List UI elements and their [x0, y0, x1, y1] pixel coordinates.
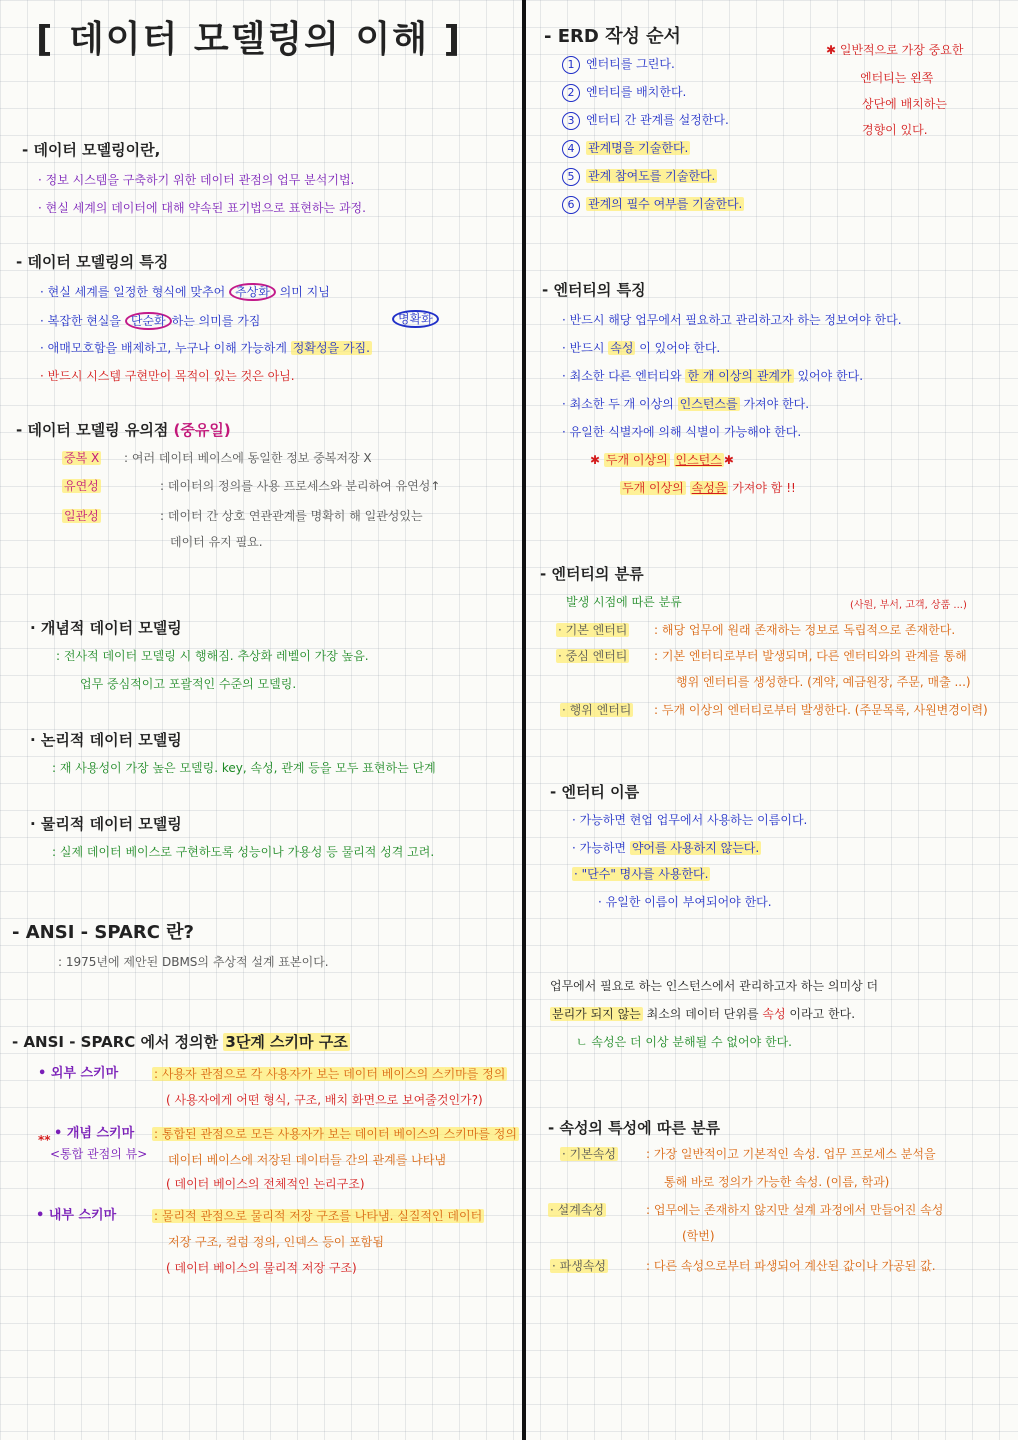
erd-step: 3 엔터티 간 관계를 설정한다.: [562, 112, 729, 130]
caution-value: : 데이터의 정의를 사용 프로세스와 분리하여 유연성↑: [160, 479, 441, 493]
circled-word: 단순화: [125, 312, 172, 330]
star-mark: **: [38, 1133, 51, 1147]
heading-entity-classification: - 엔터티의 분류: [540, 565, 644, 583]
heading-entity-features: - 엔터티의 특징: [542, 281, 646, 299]
schema-external-note: ( 사용자에게 어떤 형식, 구조, 배치 화면으로 보여줄것인가?): [166, 1093, 483, 1107]
erd-step: 4 관계명을 기술한다.: [562, 140, 690, 158]
caution-key: 유연성: [64, 479, 99, 493]
attribute-note: ㄴ 속성은 더 이상 분해될 수 없어야 한다.: [576, 1035, 792, 1049]
feature-line-4: · 반드시 시스템 구현만이 목적이 있는 것은 아님.: [40, 369, 295, 383]
attr-value: : 다른 속성으로부터 파생되어 계산된 값이나 가공된 값.: [646, 1259, 936, 1273]
entity-feature: · 유일한 식별자에 의해 식별이 가능해야 한다.: [562, 425, 802, 439]
entity-feature-star: ✱ 두개 이상의 인스턴스 ✱: [590, 453, 734, 467]
caution-value-cont: 데이터 유지 필요.: [170, 535, 263, 549]
schema-external: • 외부 스키마: [38, 1066, 119, 1081]
logical-desc: : 재 사용성이 가장 높은 모델링. key, 속성, 관계 등을 모두 표현하는 단계: [52, 761, 436, 775]
attr-value-cont: 통해 바로 정의가 가능한 속성. (이름, 학과): [664, 1175, 890, 1189]
caution-value: : 여러 데이터 베이스에 동일한 정보 중복저장 X: [124, 451, 372, 465]
entity-feature-star: 두개 이상의 속성을 가져야 함 !!: [622, 481, 796, 495]
heading-attribute-classification: - 속성의 특성에 따른 분류: [548, 1119, 721, 1137]
caution-key: 중복 X: [64, 451, 100, 465]
feature-line-3: · 애매모호함을 배제하고, 누구나 이해 가능하게 정확성을 가짐.: [40, 341, 370, 355]
caution-value: : 데이터 간 상호 연관관계를 명확히 해 일관성있는: [160, 509, 423, 523]
attribute-def: 분리가 되지 않는 최소의 데이터 단위를 속성 이라고 한다.: [552, 1007, 856, 1021]
erd-step: 5 관계 참여도를 기술한다.: [562, 168, 717, 186]
bullet-text: · 정보 시스템을 구축하기 위한 데이터 관점의 업무 분석기법.: [38, 173, 355, 187]
heading-three-schema: - ANSI - SPARC 에서 정의한 3단계 스키마 구조: [12, 1033, 348, 1051]
page-title: [ 데이터 모델링의 이해 ]: [36, 19, 463, 60]
heading-erd-steps: - ERD 작성 순서: [544, 26, 681, 47]
schema-internal-note: ( 데이터 베이스의 물리적 저장 구조): [166, 1261, 357, 1275]
physical-desc: : 실제 데이터 베이스로 구현하도록 성능이나 가용성 등 물리적 성격 고려.: [52, 845, 435, 859]
ansi-desc: : 1975년에 제안된 DBMS의 추상적 설계 표본이다.: [58, 955, 329, 969]
schema-external-desc: : 사용자 관점으로 각 사용자가 보는 데이터 베이스의 스키마를 정의: [154, 1067, 506, 1081]
schema-internal-desc2: 저장 구조, 컬럼 정의, 인덱스 등이 포함됨: [168, 1235, 384, 1249]
attr-value: : 가장 일반적이고 기본적인 속성. 업무 프로세스 분석을: [646, 1147, 936, 1161]
conceptual-desc: 업무 중심적이고 포괄적인 수준의 모델링.: [80, 677, 297, 691]
schema-conceptual-desc2: 데이터 베이스에 저장된 데이터들 간의 관계를 나타냄: [168, 1153, 446, 1167]
erd-step: 1 엔터티를 그린다.: [562, 56, 675, 74]
conceptual-desc: : 전사적 데이터 모델링 시 행해짐. 추상화 레벨이 가장 높음.: [56, 649, 369, 663]
class-key: · 중심 엔터티: [558, 649, 628, 663]
classification-sub: 발생 시점에 따른 분류: [566, 595, 682, 609]
class-key: · 기본 엔터티: [558, 623, 628, 637]
erd-note: 경향이 있다.: [862, 123, 928, 137]
class-value: : 해당 업무에 원래 존재하는 정보로 독립적으로 존재한다.: [654, 623, 956, 637]
name-rule: · 가능하면 약어를 사용하지 않는다.: [572, 841, 760, 855]
entity-feature: · 최소한 다른 엔터티와 한 개 이상의 관계가 있어야 한다.: [562, 369, 864, 383]
schema-internal: • 내부 스키마: [36, 1208, 117, 1223]
heading-entity-name: - 엔터티 이름: [550, 783, 640, 801]
heading-cautions: - 데이터 모델링 유의점 (중유일): [16, 421, 231, 439]
attr-value: : 업무에는 존재하지 않지만 설계 과정에서 만들어진 속성: [646, 1203, 944, 1217]
erd-note: ✱ 일반적으로 가장 중요한: [826, 43, 964, 57]
erd-note: 상단에 배치하는: [862, 97, 947, 111]
name-rule: · 가능하면 현업 업무에서 사용하는 이름이다.: [572, 813, 808, 827]
feature-line-1: · 현실 세계를 일정한 형식에 맞추어 추상화 의미 지님: [40, 285, 330, 299]
schema-conceptual-desc: : 통합된 관점으로 모든 사용자가 보는 데이터 베이스의 스키마를 정의: [154, 1127, 517, 1141]
bullet-text: · 현실 세계의 데이터에 대해 약속된 표기법으로 표현하는 과정.: [38, 201, 366, 215]
attr-value-cont: (학번): [682, 1229, 715, 1243]
schema-conceptual-note: <통합 관점의 뷰>: [50, 1147, 148, 1161]
class-value-cont: 행위 엔터티를 생성한다. (계약, 예금원장, 주문, 매출 ...): [676, 675, 971, 689]
erd-note: 엔터티는 왼쪽: [860, 71, 934, 85]
feature-line-2: · 복잡한 현실을 단순화 하는 의미를 가짐: [40, 314, 261, 328]
class-value: : 기본 엔터티로부터 발생되며, 다른 엔터티와의 관계를 통해: [654, 649, 967, 663]
class-value: : 두개 이상의 엔터티로부터 발생한다. (주문목록, 사원변경이력): [654, 703, 988, 717]
attribute-def: 업무에서 필요로 하는 인스턴스에서 관리하고자 하는 의미상 더: [550, 979, 879, 993]
name-rule: · 유일한 이름이 부여되어야 한다.: [598, 895, 772, 909]
column-divider: [522, 0, 526, 1440]
attr-key: · 설계속성: [550, 1203, 604, 1217]
schema-internal-desc: : 물리적 관점으로 물리적 저장 구조를 나타냄. 실질적인 데이터: [154, 1209, 483, 1223]
class-key: · 행위 엔터티: [562, 703, 632, 717]
classification-example: (사원, 부서, 고객, 상품 ...): [850, 600, 967, 611]
name-rule: · "단수" 명사를 사용한다.: [574, 867, 709, 881]
attr-key: · 기본속성: [562, 1147, 616, 1161]
erd-step: 6 관계의 필수 여부를 기술한다.: [562, 196, 744, 214]
schema-conceptual-note2: ( 데이터 베이스의 전체적인 논리구조): [166, 1177, 365, 1191]
erd-step: 2 엔터티를 배치한다.: [562, 84, 686, 102]
heading-modeling-features: - 데이터 모델링의 특징: [16, 253, 169, 271]
heading-conceptual: · 개념적 데이터 모델링: [30, 619, 182, 637]
circled-word: 추상화: [229, 283, 276, 301]
attr-key: · 파생속성: [552, 1259, 606, 1273]
entity-feature: · 반드시 해당 업무에서 필요하고 관리하고자 하는 정보여야 한다.: [562, 313, 902, 327]
heading-logical: · 논리적 데이터 모델링: [30, 731, 182, 749]
heading-data-modeling: - 데이터 모델링이란,: [22, 141, 161, 159]
heading-physical: · 물리적 데이터 모델링: [30, 815, 182, 833]
circled-word-clarity: 명확화: [392, 311, 439, 327]
entity-feature: · 반드시 속성 이 있어야 한다.: [562, 341, 721, 355]
heading-ansi-sparc: - ANSI - SPARC 란?: [12, 922, 194, 943]
entity-feature: · 최소한 두 개 이상의 인스턴스를 가져야 한다.: [562, 397, 810, 411]
schema-conceptual: • 개념 스키마: [54, 1126, 135, 1141]
caution-key: 일관성: [64, 509, 99, 523]
